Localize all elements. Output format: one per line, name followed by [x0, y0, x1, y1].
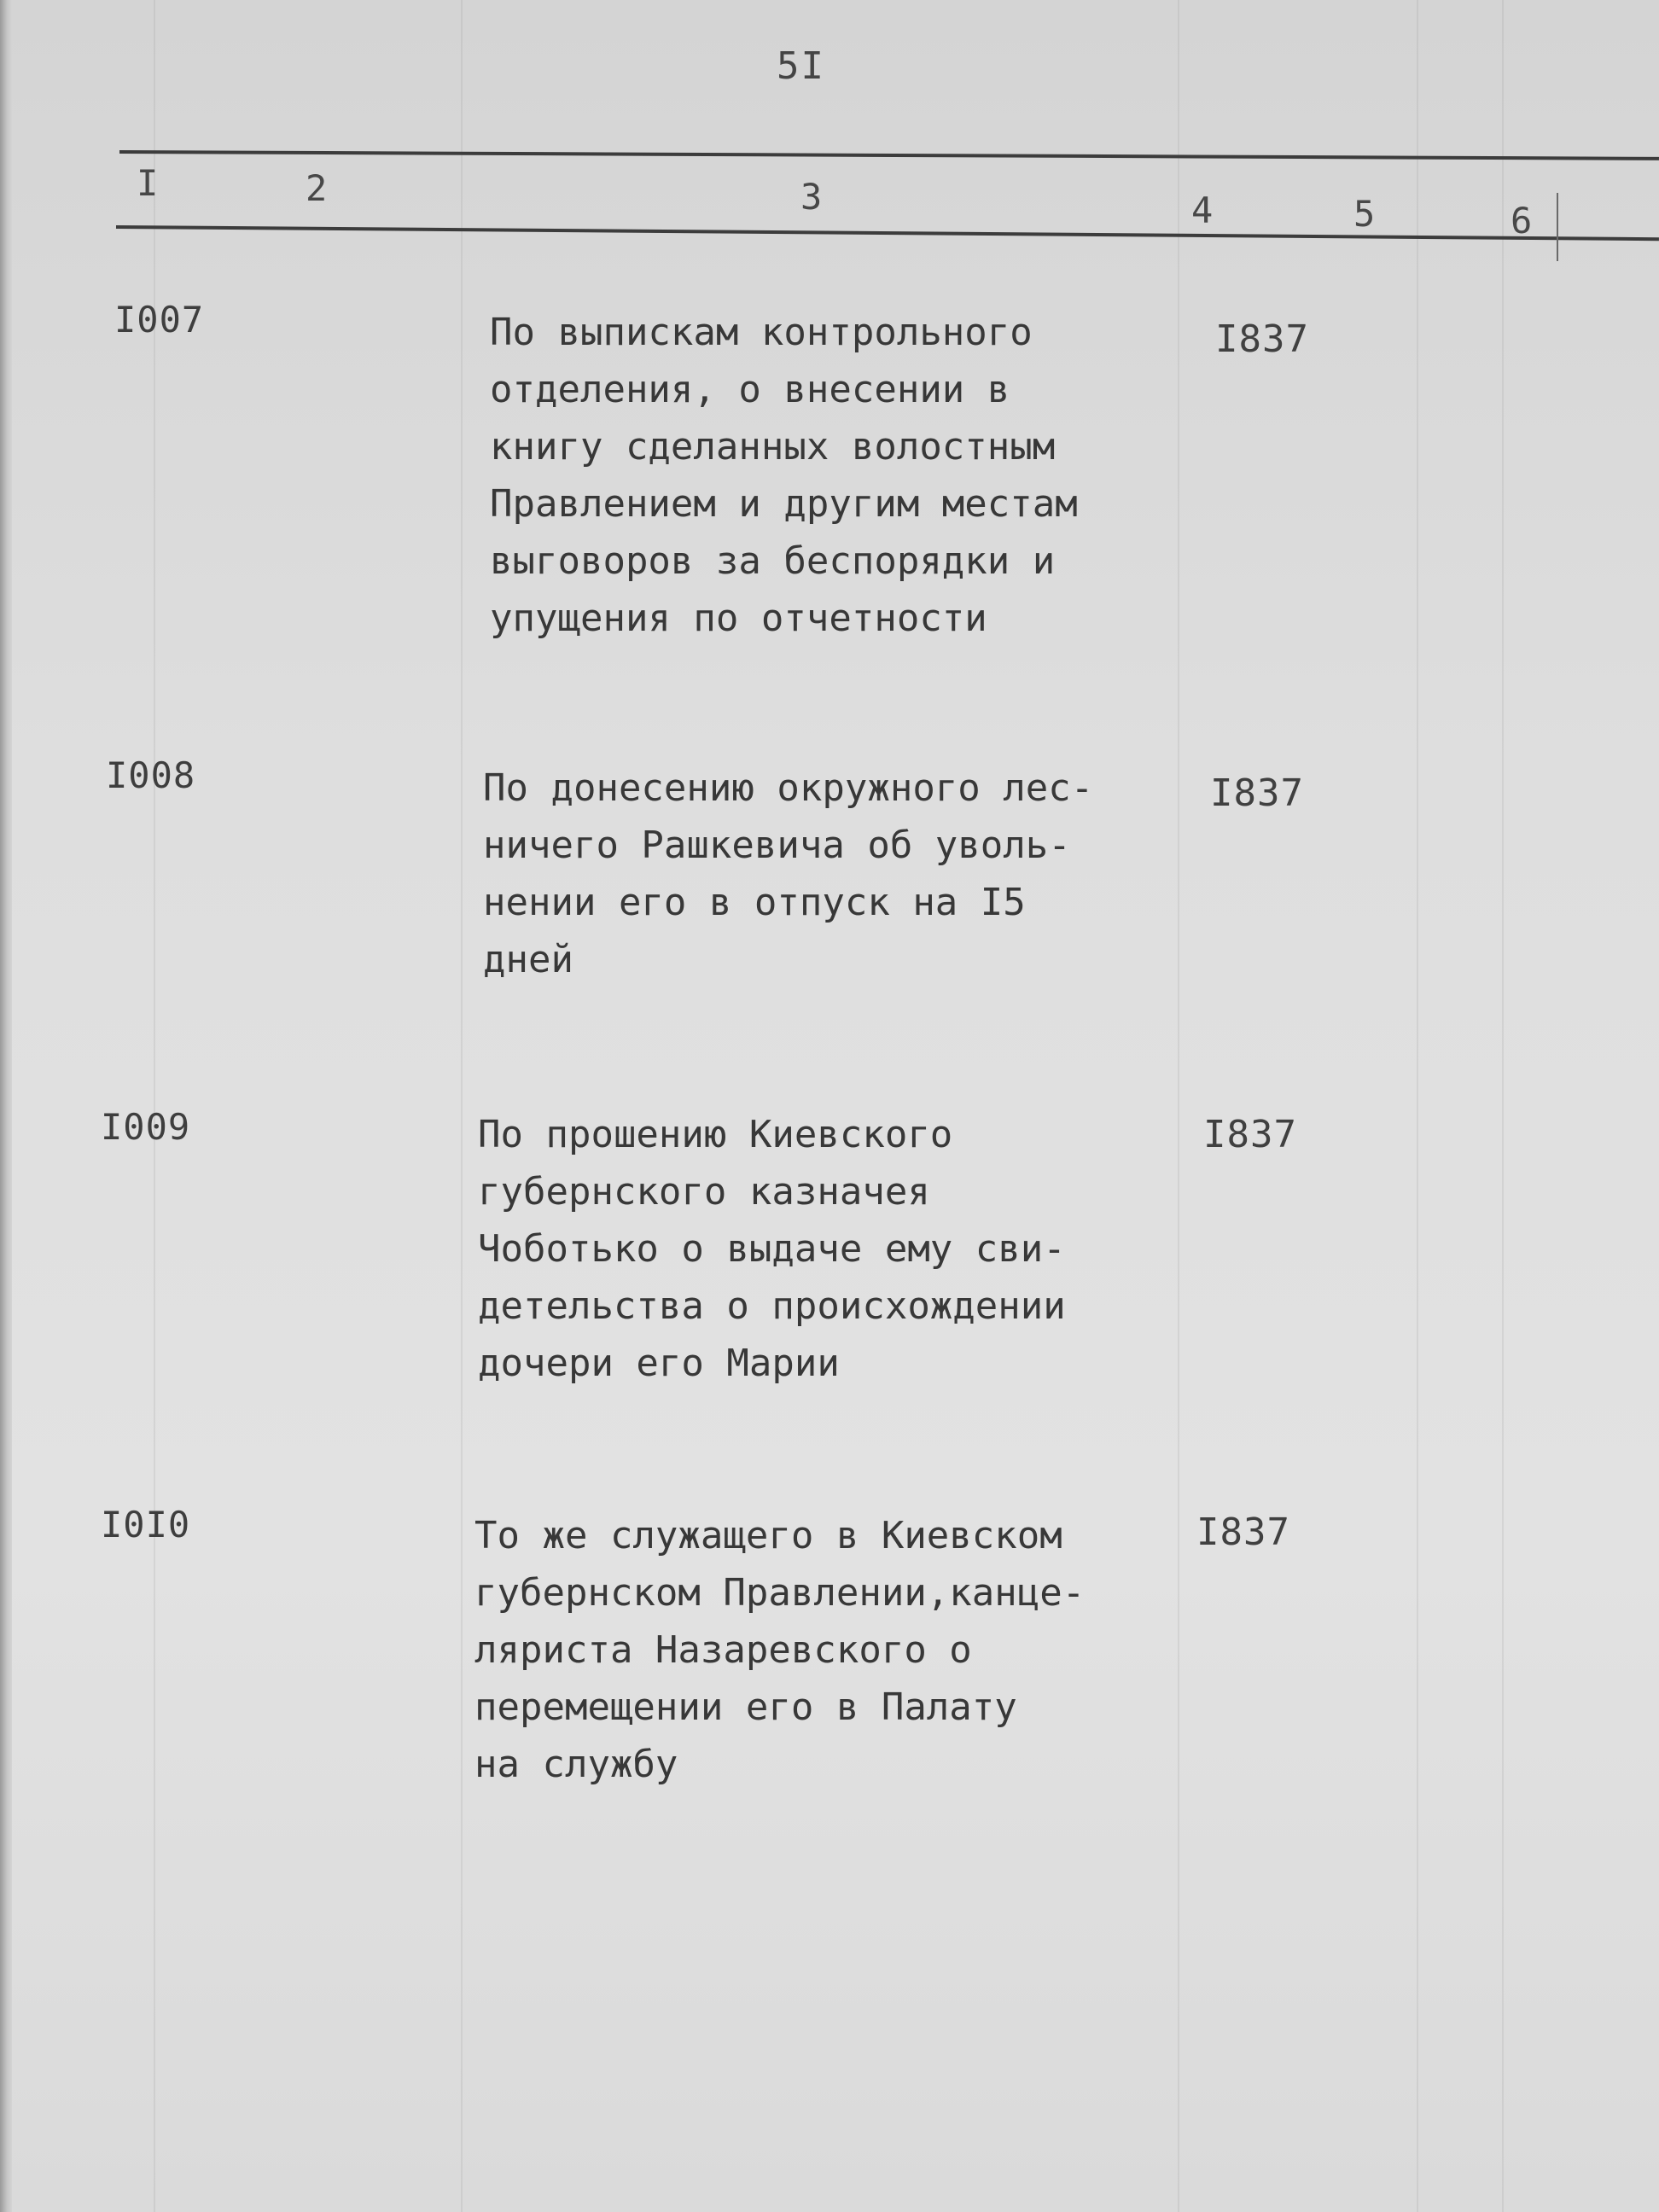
- header-bottom-rule: [116, 225, 1659, 241]
- binding-edge: [0, 0, 12, 2212]
- entry-text-line: губернском Правлении,канце-: [474, 1571, 1086, 1615]
- entry-description: [483, 760, 1093, 988]
- entry-text-line: По выпискам контрольного: [490, 311, 1033, 354]
- ghost-column-rule: [1178, 0, 1179, 2212]
- entry-year: I837: [1203, 1113, 1297, 1156]
- entry-text-line: упущения по отчетности: [490, 597, 987, 640]
- page-number: 5I: [777, 44, 825, 88]
- entry-text-line: дочери его Марии: [478, 1342, 840, 1385]
- ghost-column-rule: [461, 0, 463, 2212]
- entry-text-line: Чоботько о выдаче ему сви-: [478, 1227, 1066, 1271]
- entry-text-line: на службу: [474, 1743, 678, 1786]
- entry-text-line: выговоров за беспорядки и: [490, 539, 1056, 583]
- entry-text-line: По прошению Киевского: [478, 1113, 953, 1156]
- entry-description: [490, 304, 1078, 647]
- ghost-column-rule: [1417, 0, 1418, 2212]
- column-number-2: 2: [306, 167, 328, 209]
- column-number-6: 6: [1511, 200, 1533, 242]
- entry-text-line: перемещении его в Палату: [474, 1685, 1017, 1729]
- entry-text-line: ляриста Назаревского о: [474, 1628, 972, 1672]
- column-number-5: 5: [1353, 193, 1376, 235]
- entry-id: I008: [106, 754, 196, 796]
- entry-text-line: То же служащего в Киевском: [474, 1514, 1062, 1557]
- entry-text-line: детельства о происхождении: [478, 1284, 1066, 1328]
- column-number-4: 4: [1191, 189, 1214, 231]
- header-top-rule: [119, 150, 1659, 160]
- entry-id: I009: [101, 1106, 191, 1148]
- entry-text-line: ничего Рашкевича об уволь-: [483, 824, 1071, 867]
- entry-year: I837: [1215, 317, 1309, 361]
- entry-year: I837: [1210, 771, 1304, 815]
- entry-description: [478, 1106, 1066, 1392]
- entry-text-line: дней: [483, 938, 573, 981]
- entry-text-line: отделения, о внесении в: [490, 368, 1010, 411]
- entry-text-line: нении его в отпуск на I5: [483, 881, 1026, 924]
- entry-description: [474, 1507, 1085, 1793]
- column-number-1: I: [137, 162, 159, 204]
- ghost-column-rule: [1502, 0, 1504, 2212]
- entry-text-line: губернского казначея: [478, 1170, 930, 1214]
- entry-text-line: Правлением и другим местам: [490, 482, 1078, 526]
- entry-id: I0I0: [101, 1504, 191, 1545]
- entry-year: I837: [1196, 1511, 1290, 1554]
- entry-text-line: книгу сделанных волостным: [490, 425, 1056, 469]
- column-number-3: 3: [800, 176, 823, 218]
- entry-text-line: По донесению окружного лес-: [483, 766, 1094, 810]
- entry-id: I007: [114, 299, 205, 341]
- header-column-divider: [1557, 193, 1558, 261]
